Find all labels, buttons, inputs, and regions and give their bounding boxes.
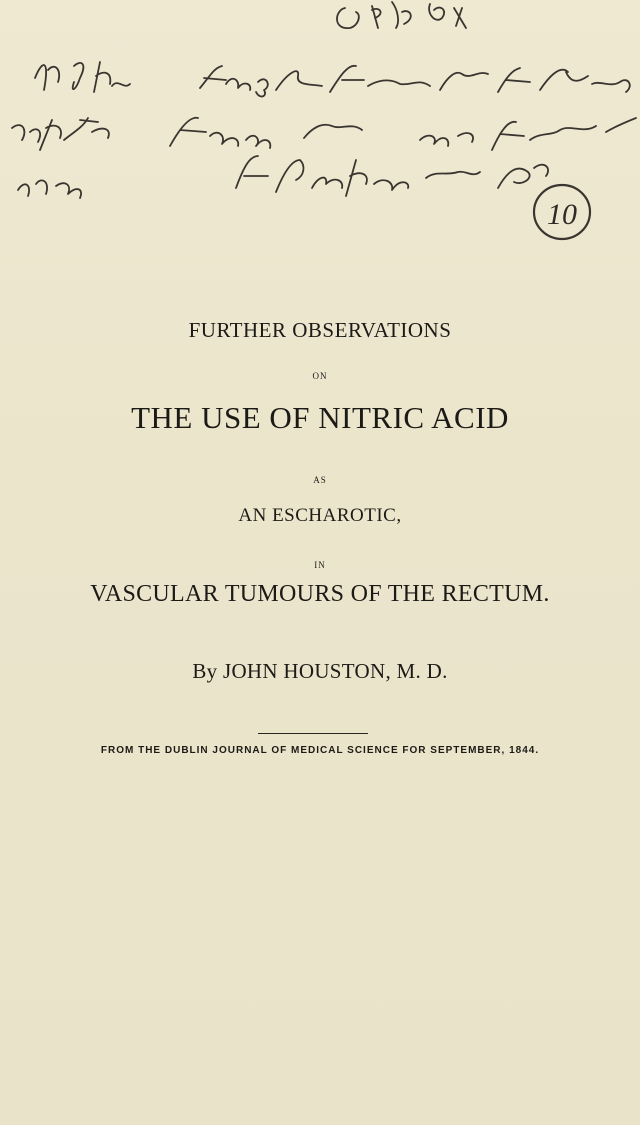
circled-number-text: 10 xyxy=(547,198,577,231)
connector-on: ON xyxy=(312,371,328,381)
divider-rule xyxy=(258,733,368,734)
source-note: FROM THE DUBLIN JOURNAL OF MEDICAL SCIENCE FOR SEPTEMBER, 1844. xyxy=(100,745,540,756)
handwritten-inscription xyxy=(0,0,640,300)
subtitle-vascular-tumours: VASCULAR TUMOURS OF THE RECTUM. xyxy=(90,581,550,607)
circled-number xyxy=(534,185,590,239)
author-line: By JOHN HOUSTON, M. D. xyxy=(192,659,448,683)
heading-further-observations: FURTHER OBSERVATIONS xyxy=(188,318,452,342)
subtitle-escharotic: AN ESCHAROTIC, xyxy=(238,505,402,526)
connector-as: AS xyxy=(313,475,327,485)
main-title: THE USE OF NITRIC ACID xyxy=(131,400,509,435)
connector-in: IN xyxy=(314,560,326,570)
handwriting-drawing xyxy=(0,0,640,300)
